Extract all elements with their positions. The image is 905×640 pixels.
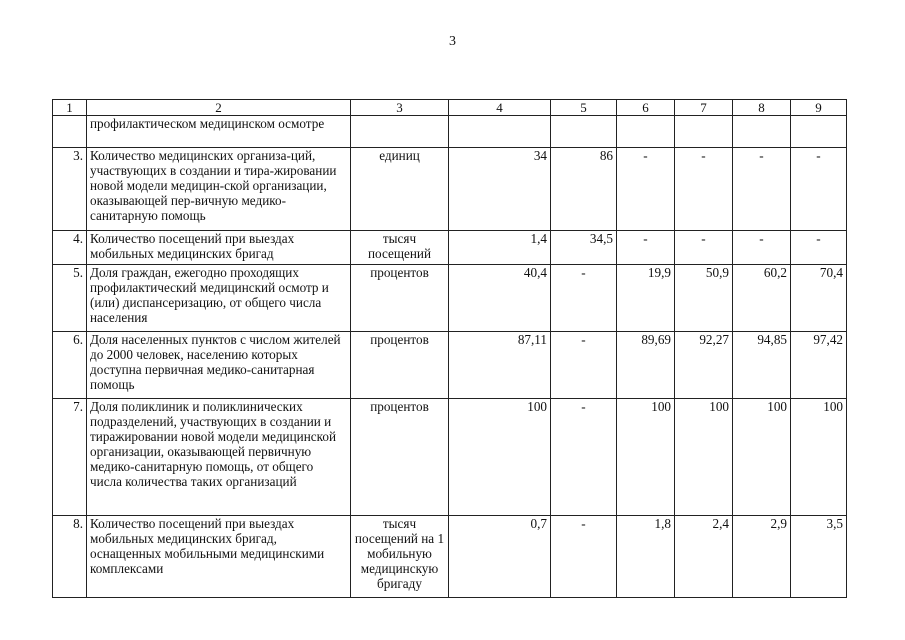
- column-header: 2: [87, 100, 351, 116]
- value-cell: -: [551, 399, 617, 516]
- table-row: [53, 116, 847, 148]
- unit-cell: процентов: [351, 332, 449, 399]
- value-cell: -: [551, 516, 617, 598]
- unit-cell: процентов: [351, 265, 449, 332]
- value-cell: 94,85: [733, 332, 791, 399]
- value-cell: 100: [449, 399, 551, 516]
- column-header: 4: [449, 100, 551, 116]
- table-row: [53, 516, 847, 598]
- value-cell: -: [551, 265, 617, 332]
- indicator-name: Доля поликлиник и поликлинических подразделений, участвующих в создании и тиражировании новой модели медицинской организации, оказывающей первичную медико-санитарную помощь, от общего числа количества таких организаций: [87, 399, 351, 516]
- table-row: [53, 399, 847, 516]
- value-cell: 1,8: [617, 516, 675, 598]
- value-cell: 3,5: [791, 516, 847, 598]
- value-cell: 70,4: [791, 265, 847, 332]
- value-cell: -: [617, 148, 675, 231]
- column-header: 8: [733, 100, 791, 116]
- value-cell: 1,4: [449, 231, 551, 265]
- value-cell: -: [791, 231, 847, 265]
- row-number: 5.: [53, 265, 87, 332]
- unit-cell: [351, 116, 449, 148]
- table-row: [53, 231, 847, 265]
- table-row: [53, 148, 847, 231]
- indicators-table: [52, 99, 847, 598]
- value-cell: 0,7: [449, 516, 551, 598]
- indicator-name: Количество посещений при выездах мобильных медицинских бригад: [87, 231, 351, 265]
- unit-cell: единиц: [351, 148, 449, 231]
- value-cell: 2,9: [733, 516, 791, 598]
- column-header: 9: [791, 100, 847, 116]
- value-cell: [617, 116, 675, 148]
- indicator-name: Количество медицинских организа-ций, участвующих в создании и тира-жировании новой модели медицин-ской организации, оказывающей пер-вичную медико-санитарную помощь: [87, 148, 351, 231]
- value-cell: 19,9: [617, 265, 675, 332]
- row-number: 3.: [53, 148, 87, 231]
- page-number: 3: [449, 34, 456, 49]
- column-header: 6: [617, 100, 675, 116]
- table-header-row: [53, 100, 847, 116]
- row-number: 7.: [53, 399, 87, 516]
- row-number: 8.: [53, 516, 87, 598]
- unit-cell: процентов: [351, 399, 449, 516]
- value-cell: 100: [791, 399, 847, 516]
- value-cell: 92,27: [675, 332, 733, 399]
- indicator-name: Количество посещений при выездах мобильных медицинских бригад, оснащенных мобильными медицинскими комплексами: [87, 516, 351, 598]
- row-number: 6.: [53, 332, 87, 399]
- column-header: 1: [53, 100, 87, 116]
- value-cell: 34,5: [551, 231, 617, 265]
- value-cell: -: [791, 148, 847, 231]
- value-cell: [791, 116, 847, 148]
- value-cell: 2,4: [675, 516, 733, 598]
- value-cell: [551, 116, 617, 148]
- unit-cell: тысяч посещений на 1 мобильную медицинскую бригаду: [351, 516, 449, 598]
- indicator-name: Доля граждан, ежегодно проходящих профилактический медицинский осмотр и (или) диспансеризацию, от общего числа населения: [87, 265, 351, 332]
- value-cell: 100: [733, 399, 791, 516]
- value-cell: 89,69: [617, 332, 675, 399]
- value-cell: [675, 116, 733, 148]
- table-row: [53, 265, 847, 332]
- value-cell: 97,42: [791, 332, 847, 399]
- unit-cell: тысяч посещений: [351, 231, 449, 265]
- value-cell: 100: [675, 399, 733, 516]
- value-cell: 100: [617, 399, 675, 516]
- value-cell: -: [733, 231, 791, 265]
- indicator-name: Доля населенных пунктов с числом жителей до 2000 человек, населению которых доступна первичная медико-санитарная помощь: [87, 332, 351, 399]
- value-cell: 40,4: [449, 265, 551, 332]
- row-number: 4.: [53, 231, 87, 265]
- value-cell: 87,11: [449, 332, 551, 399]
- value-cell: 60,2: [733, 265, 791, 332]
- value-cell: 34: [449, 148, 551, 231]
- value-cell: [733, 116, 791, 148]
- value-cell: -: [551, 332, 617, 399]
- value-cell: [449, 116, 551, 148]
- column-header: 3: [351, 100, 449, 116]
- value-cell: 86: [551, 148, 617, 231]
- value-cell: -: [675, 148, 733, 231]
- indicator-name: профилактическом медицинском осмотре: [87, 116, 351, 148]
- table-row: [53, 332, 847, 399]
- value-cell: -: [675, 231, 733, 265]
- value-cell: 50,9: [675, 265, 733, 332]
- value-cell: -: [733, 148, 791, 231]
- column-header: 7: [675, 100, 733, 116]
- value-cell: -: [617, 231, 675, 265]
- column-header: 5: [551, 100, 617, 116]
- row-number: [53, 116, 87, 148]
